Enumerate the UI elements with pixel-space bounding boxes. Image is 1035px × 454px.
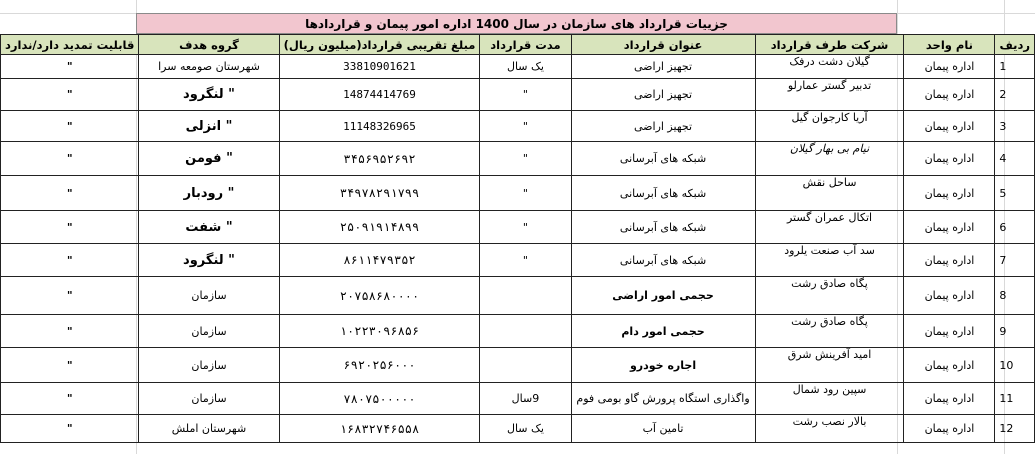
- extension-cell[interactable]: ": [1, 348, 139, 383]
- table-row: [1, 111, 1035, 142]
- row-number-cell[interactable]: 5: [995, 176, 1035, 211]
- contract-title-cell[interactable]: شبکه های آبرسانی: [571, 211, 755, 244]
- group-cell[interactable]: " انزلی: [139, 111, 279, 142]
- amount-cell[interactable]: 33810901621: [279, 55, 480, 79]
- extension-cell[interactable]: ": [1, 415, 139, 443]
- party-cell[interactable]: بالار نصب رشت: [755, 415, 904, 443]
- duration-cell[interactable]: [480, 315, 571, 348]
- extension-cell[interactable]: ": [1, 55, 139, 79]
- sheet-title[interactable]: جزییات قرارداد های سازمان در سال 1400 اداره امور پیمان و قراردادها: [136, 13, 897, 34]
- contract-title-cell[interactable]: شبکه های آبرسانی: [571, 176, 755, 211]
- duration-cell[interactable]: یک سال: [480, 55, 571, 79]
- header-duration[interactable]: مدت قرارداد: [480, 35, 571, 55]
- table-row: [1, 55, 1035, 79]
- group-cell[interactable]: شهرستان صومعه سرا: [139, 55, 279, 79]
- row-number-cell[interactable]: 7: [995, 244, 1035, 277]
- header-amount[interactable]: مبلغ تقریبی قرارداد(میلیون ریال): [279, 35, 480, 55]
- table-row: [1, 176, 1035, 211]
- unit-cell[interactable]: اداره پیمان: [904, 244, 995, 277]
- row-number-cell[interactable]: 11: [995, 383, 1035, 415]
- row-number-cell[interactable]: 6: [995, 211, 1035, 244]
- contract-title-cell[interactable]: تجهیز اراضی: [571, 79, 755, 111]
- duration-cell[interactable]: ": [480, 176, 571, 211]
- unit-cell[interactable]: اداره پیمان: [904, 348, 995, 383]
- party-cell[interactable]: پگاه صادق رشت: [755, 277, 904, 315]
- extension-cell[interactable]: ": [1, 111, 139, 142]
- duration-cell[interactable]: [480, 277, 571, 315]
- extension-cell[interactable]: ": [1, 211, 139, 244]
- table-row: [1, 244, 1035, 277]
- party-cell[interactable]: امید آفرینش شرق: [755, 348, 904, 383]
- amount-cell[interactable]: ۳۴۵۶۹۵۲۶۹۲: [279, 142, 480, 176]
- group-cell[interactable]: " شفت: [139, 211, 279, 244]
- party-cell[interactable]: پگاه صادق رشت: [755, 315, 904, 348]
- contract-title-cell[interactable]: واگذاری استگاه پرورش گاو بومی فوم: [571, 383, 755, 415]
- header-contract-title[interactable]: عنوان قرارداد: [571, 35, 755, 55]
- contract-title-cell[interactable]: اجاره خودرو: [571, 348, 755, 383]
- group-cell[interactable]: سازمان: [139, 383, 279, 415]
- unit-cell[interactable]: اداره پیمان: [904, 79, 995, 111]
- party-cell[interactable]: گیلان دشت درفک: [755, 55, 904, 79]
- unit-cell[interactable]: اداره پیمان: [904, 211, 995, 244]
- contract-title-cell[interactable]: تجهیز اراضی: [571, 55, 755, 79]
- extension-cell[interactable]: ": [1, 244, 139, 277]
- extension-cell[interactable]: ": [1, 277, 139, 315]
- header-unit[interactable]: نام واحد: [904, 35, 995, 55]
- row-number-cell[interactable]: 4: [995, 142, 1035, 176]
- row-number-cell[interactable]: 12: [995, 415, 1035, 443]
- row-number-cell[interactable]: 8: [995, 277, 1035, 315]
- extension-cell[interactable]: ": [1, 315, 139, 348]
- duration-cell[interactable]: ": [480, 244, 571, 277]
- party-cell[interactable]: سد آب صنعت یلرود: [755, 244, 904, 277]
- contract-title-cell[interactable]: تامین آب: [571, 415, 755, 443]
- table-row: [1, 415, 1035, 443]
- party-cell[interactable]: تدبیر گستر عمارلو: [755, 79, 904, 111]
- contract-title-cell[interactable]: شبکه های آبرسانی: [571, 244, 755, 277]
- contract-title-cell[interactable]: شبکه های آبرسانی: [571, 142, 755, 176]
- group-cell[interactable]: سازمان: [139, 315, 279, 348]
- table-row: [1, 142, 1035, 176]
- duration-cell[interactable]: ": [480, 79, 571, 111]
- duration-cell[interactable]: ": [480, 111, 571, 142]
- party-cell[interactable]: آریا کارجوان گیل: [755, 111, 904, 142]
- amount-cell[interactable]: ۶۹۲۰۲۵۶۰۰۰: [279, 348, 480, 383]
- duration-cell[interactable]: یک سال: [480, 415, 571, 443]
- group-cell[interactable]: شهرستان املش: [139, 415, 279, 443]
- row-number-cell[interactable]: 2: [995, 79, 1035, 111]
- row-number-cell[interactable]: 10: [995, 348, 1035, 383]
- group-cell[interactable]: سازمان: [139, 348, 279, 383]
- extension-cell[interactable]: ": [1, 383, 139, 415]
- header-party[interactable]: شرکت طرف قرارداد: [755, 35, 904, 55]
- unit-cell[interactable]: اداره پیمان: [904, 142, 995, 176]
- header-group[interactable]: گروه هدف: [139, 35, 279, 55]
- row-number-cell[interactable]: 1: [995, 55, 1035, 79]
- unit-cell[interactable]: اداره پیمان: [904, 383, 995, 415]
- extension-cell[interactable]: ": [1, 142, 139, 176]
- table-row: [1, 277, 1035, 315]
- party-cell[interactable]: سپین رود شمال: [755, 383, 904, 415]
- unit-cell[interactable]: اداره پیمان: [904, 111, 995, 142]
- contract-title-cell[interactable]: تجهیز اراضی: [571, 111, 755, 142]
- header-extension[interactable]: قابلیت تمدید دارد/ندارد: [1, 35, 139, 55]
- contract-title-cell[interactable]: حجمی امور دام: [571, 315, 755, 348]
- duration-cell[interactable]: ": [480, 142, 571, 176]
- amount-cell[interactable]: ۳۴۹۷۸۲۹۱۷۹۹: [279, 176, 480, 211]
- group-cell[interactable]: " رودبار: [139, 176, 279, 211]
- group-cell[interactable]: " فومن: [139, 142, 279, 176]
- group-cell[interactable]: سازمان: [139, 277, 279, 315]
- table-row: [1, 383, 1035, 415]
- table-row: [1, 348, 1035, 383]
- unit-cell[interactable]: اداره پیمان: [904, 176, 995, 211]
- amount-cell[interactable]: ۱۰۲۲۳۰۹۶۸۵۶: [279, 315, 480, 348]
- header-row: [1, 35, 1035, 55]
- group-cell[interactable]: " لنگرود: [139, 244, 279, 277]
- unit-cell[interactable]: اداره پیمان: [904, 415, 995, 443]
- amount-cell[interactable]: ۲۵۰۹۱۹۱۴۸۹۹: [279, 211, 480, 244]
- table-row: [1, 211, 1035, 244]
- duration-cell[interactable]: ": [480, 211, 571, 244]
- extension-cell[interactable]: ": [1, 79, 139, 111]
- row-number-cell[interactable]: 9: [995, 315, 1035, 348]
- amount-cell[interactable]: ۱۶۸۳۲۷۴۶۵۵۸: [279, 415, 480, 443]
- header-row[interactable]: ردیف: [995, 35, 1035, 55]
- unit-cell[interactable]: اداره پیمان: [904, 315, 995, 348]
- amount-cell[interactable]: ۷۸۰۷۵۰۰۰۰۰: [279, 383, 480, 415]
- party-cell[interactable]: نیام بی بهار گیلان: [755, 142, 904, 176]
- duration-cell[interactable]: 9سال: [480, 383, 571, 415]
- row-number-cell[interactable]: 3: [995, 111, 1035, 142]
- amount-cell[interactable]: ۲۰۷۵۸۶۸۰۰۰۰: [279, 277, 480, 315]
- contract-title-cell[interactable]: حجمی امور اراضی: [571, 277, 755, 315]
- contracts-table: [0, 34, 1035, 443]
- amount-cell[interactable]: 11148326965: [279, 111, 480, 142]
- duration-cell[interactable]: [480, 348, 571, 383]
- table-row: [1, 315, 1035, 348]
- unit-cell[interactable]: اداره پیمان: [904, 55, 995, 79]
- party-cell[interactable]: ساحل نقش: [755, 176, 904, 211]
- unit-cell[interactable]: اداره پیمان: [904, 277, 995, 315]
- amount-cell[interactable]: 14874414769: [279, 79, 480, 111]
- group-cell[interactable]: " لنگرود: [139, 79, 279, 111]
- amount-cell[interactable]: ۸۶۱۱۴۷۹۳۵۲: [279, 244, 480, 277]
- table-row: [1, 79, 1035, 111]
- extension-cell[interactable]: ": [1, 176, 139, 211]
- party-cell[interactable]: اتکال عمران گستر: [755, 211, 904, 244]
